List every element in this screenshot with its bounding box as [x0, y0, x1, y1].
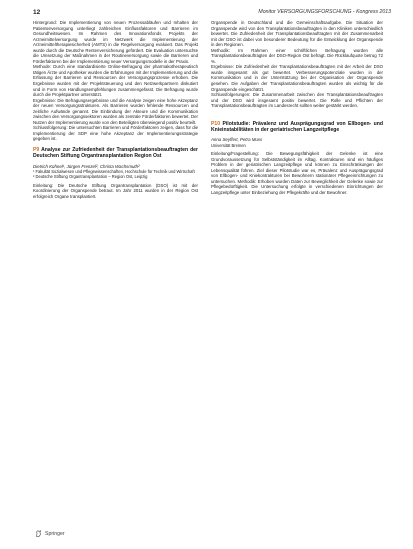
abstract-paragraph: Methodik: Im Rahmen einer schriftlichen Befragung wurden alle Transplantationsbeauftragten der DSO-Region Ost befragt. Die Rücklaufquote betrug 72 %.	[211, 47, 383, 64]
affiliation: Universität Bremen	[211, 142, 246, 148]
abstract-paragraph: Ergebnisse: Die Zufriedenheit der Transplantationsbeauftragten mit der Arbeit der DSO wurde insgesamt als gut bewertet. Verbesserungspotenziale wurden in der Kommunikation und in der Unterstützung bei der Organisation der Organspende gesehen. Die Aufgaben der Transplantationsbeauftragten wurden als wichtig für die Organspende eingeschätzt.	[211, 64, 383, 92]
abstract-paragraph: Methode: Durch eine standardisierte Online-Befragung der pharmakotherapeutisch tätigen Ärzte und Apotheker wurden die Erfahrungen mit der Implementierung und die Erfassung der Barrieren und Ressourcen der Versorgungsprozesse erhoben. Die Ergebnisse wurden mit der Projektsteuerung und den Netzwerkpartnern diskutiert und in Form von Handlungsempfehlungen zusammengefasst. Die Befragung wurde durch die Projektpartner unterstützt.	[33, 64, 198, 98]
author-list: Dietrich Kühnel¹, Jürgen Frenzel², Christa Wachsmuth²	[33, 163, 140, 169]
publisher-name: Springer	[45, 530, 65, 537]
abstract-paragraph: Hintergrund: Die Implementierung von neuen Prozessabläufen und Inhalten der Patientenversorgung unterliegt zahlreichen Einflussfaktoren und Barrieren im Gesundheitswesen. Im Rahmen des Innovationsfonds Projekts der Arzneimittelversorgung wurde im Netzwerk die Implementierung der Arzneimitteltherapiesicherheit (AMTS) in die Regelversorgung evaluiert. Das Projekt wurde durch die Deutsche Rentenversicherung gefördert. Die Evaluation untersuchte die Umsetzung der Maßnahmen in der Routineversorgung sowie die Barrieren und Förderfaktoren bei der Implementierung neuer Versorgungsmodelle in der Praxis.	[33, 20, 198, 64]
page-number: 12	[33, 9, 41, 16]
abstract-paragraph: Ergebnisse: Die Befragungsergebnisse und die Analyse zeigen eine hohe Akzeptanz der neuen Versorgungsstrukturen. Als Barrieren wurden fehlende Ressourcen und zeitliche Aufwände genannt. Die Einbindung der Akteure und die Kommunikation zwischen den Versorgungssektoren wurden als zentrale Förderfaktoren bewertet. Der Nutzen der Implementierung wurde von den Beteiligten überwiegend positiv beurteilt.	[33, 97, 198, 125]
abstract-paragraph: Schlussfolgerungen: Die Zusammenarbeit zwischen den Transplantationsbeauftragten und der DSO wird insgesamt positiv bewertet. Die Rolle und Pflichten der Transplantationsbeauftragten im Landesrecht sollten weiter gestärkt werden.	[211, 92, 383, 109]
running-head: Monitor VERSORGUNGSFORSCHUNG - Kongress 2013	[258, 9, 391, 15]
poster-number: P9	[33, 147, 40, 154]
abstract-paragraph: Schlussfolgerung: Die untersuchten Barrieren und Förderfaktoren zeigen, dass für die Implementierung der SDP eine hohe Akzeptanz der Implementierungsstrategie gegeben ist.	[33, 125, 198, 142]
poster-title: Analyse zur Zufriedenheit der Transplantationsbeauftragten der Deutschen Stiftung Organtransplantation Region Ost	[33, 147, 198, 160]
section-heading-p10	[211, 121, 383, 134]
springer-horse-icon	[35, 530, 42, 537]
author-list: Anna Seyffert, Petra Muss	[211, 137, 263, 143]
left-column	[33, 20, 198, 199]
abstract-paragraph: Organspende in Deutschland und die Gemeinschaftsaufgabe. Die Situation der Organspende wird von den Transplantationsbeauftragten in den Kliniken unterschiedlich bewertet. Die Zufriedenheit der Transplantationsbeauftragten mit der Zusammenarbeit mit der DSO ist dabei von besonderer Bedeutung für die Entwicklung der Organspende in den Regionen.	[211, 20, 383, 48]
poster-number: P10	[211, 120, 221, 127]
right-column	[211, 20, 383, 196]
affiliation: ² Deutsche Stiftung Organtransplantation – Region Ost, Leipzig	[33, 174, 148, 180]
abstract-paragraph: Einleitung/Fragestellung: Die Bewegungsfähigkeit der Gelenke ist eine Grundvoraussetzung für Selbstständigkeit im Alltag. Kontrakturen sind ein häufiges Problem in der geriatrischen Langzeitpflege und können zu Einschränkungen der Lebensqualität führen. Ziel dieser Pilotstudie war es, Prävalenz und Ausprägungsgrad von Ellbogen- und Kniekontrakturen bei Bewohnern stationärer Pflegeeinrichtungen zu untersuchen. Methodik: Erhoben wurden Daten zur Beweglichkeit der Gelenke sowie zur Pflegebedürftigkeit. Die Untersuchung erfolgte in verschiedenen Einrichtungen der Langzeitpflege unter Einbeziehung der Pflegekräfte und der Bewohner.	[211, 151, 383, 195]
section-heading-p9	[33, 147, 198, 160]
publisher-logo	[35, 530, 65, 537]
abstract-paragraph: Einleitung: Die Deutsche Stiftung Organtransplantation (DSO) ist mit der Koordinierung der Organspende betraut. Im Jahr 2011 wurden in der Region Ost erfolgreich Organe transplantiert.	[33, 182, 198, 199]
poster-title: Pilotstudie: Prävalenz und Ausprägungsgrad von Ellbogen- und Knieinstabilitäten in der geriatrischen Langzeitpflege	[211, 120, 383, 134]
affiliation: ¹ Fakultät Sozialwesen und Pflegewissenschaften, Hochschule für Technik und Wirtschaft	[33, 169, 195, 175]
